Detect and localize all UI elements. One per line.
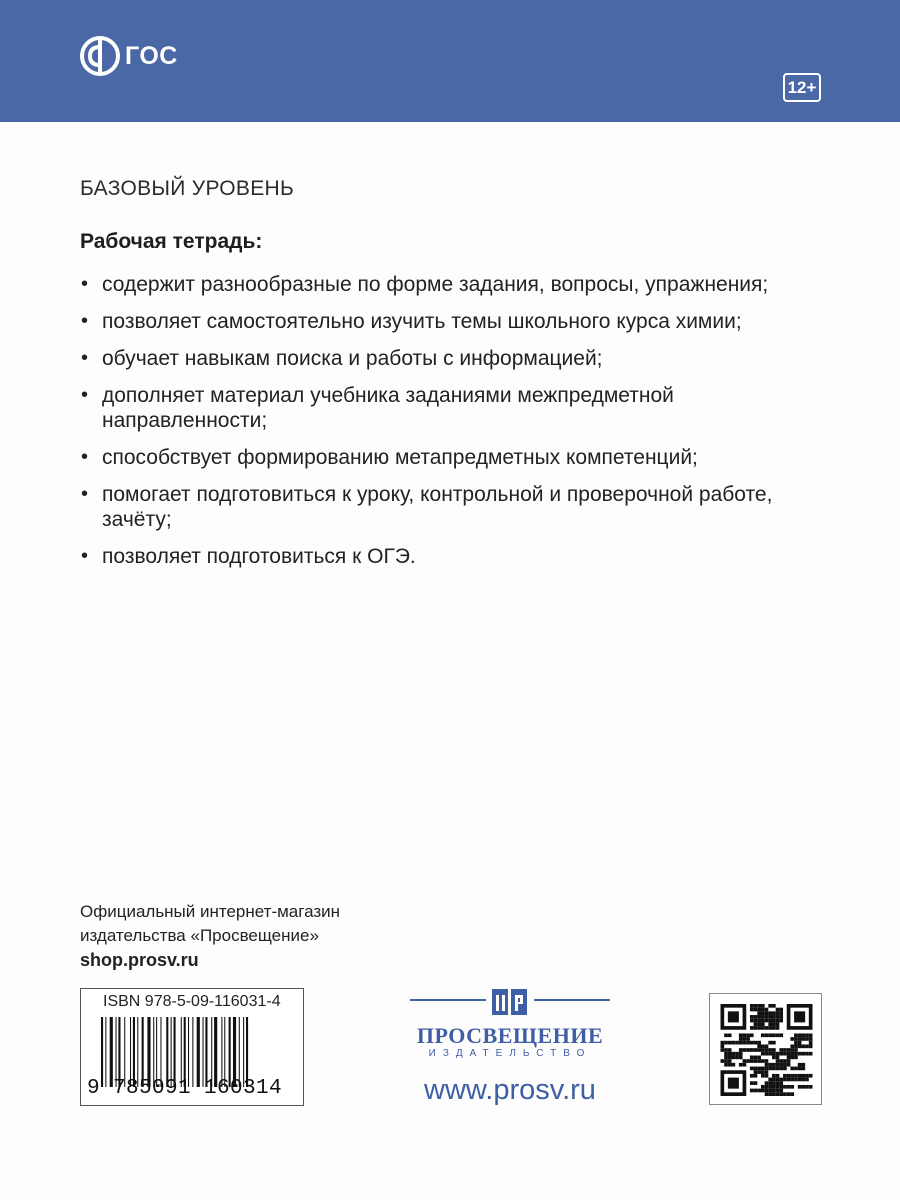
isbn-digits: 9 785091 160314 — [87, 1077, 283, 1100]
shop-url-link[interactable]: shop.prosv.ru — [80, 950, 199, 970]
logo-rule-left — [410, 999, 486, 1001]
isbn-label: ISBN 978-5-09-116031-4 — [103, 993, 281, 1010]
bullet-icon: • — [81, 347, 89, 369]
qr-code-icon[interactable] — [720, 1004, 813, 1096]
feature-item — [80, 272, 800, 297]
logo-rule-right — [534, 999, 610, 1001]
age-rating-badge: 12+ — [783, 73, 821, 102]
bullet-icon: • — [81, 384, 89, 406]
feature-text: содержит разнообразные по форме задания, вопросы, упражнения; — [102, 273, 769, 296]
feature-text: обучает навыкам поиска и работы с информацией; — [102, 347, 603, 370]
feature-text: способствует формированию метапредметных компетенций; — [102, 446, 698, 469]
feature-item — [80, 383, 800, 433]
shop-info — [80, 900, 340, 972]
bullet-icon: • — [81, 273, 89, 295]
publisher-name: ПРОСВЕЩЕНИЕ — [416, 1023, 604, 1048]
feature-item — [80, 346, 800, 371]
fgos-logo-text: ГОС — [125, 41, 178, 70]
education-level: БАЗОВЫЙ УРОВЕНЬ — [80, 177, 295, 200]
bullet-icon: • — [81, 545, 89, 567]
bullet-icon: • — [81, 483, 89, 505]
feature-text: позволяет самостоятельно изучить темы школьного курса химии; — [102, 310, 742, 333]
publisher-emblem-icon — [490, 985, 530, 1017]
feature-text: дополняет материал учебника заданиями межпредметной направленности; — [102, 384, 674, 432]
feature-text: помогает подготовиться к уроку, контрольной и проверочной работе, зачёту; — [102, 483, 773, 531]
shop-line-1: Официальный интернет-магазин — [80, 902, 341, 921]
shop-line-2: издательства «Просвещение» — [80, 926, 319, 945]
feature-item — [80, 309, 800, 334]
header-band — [0, 0, 900, 122]
publisher-subtitle: ИЗДАТЕЛЬСТВО — [428, 1048, 592, 1059]
feature-text: позволяет подготовиться к ОГЭ. — [102, 545, 416, 568]
workbook-heading: Рабочая тетрадь: — [80, 230, 263, 253]
fgos-emblem-icon — [78, 34, 122, 78]
feature-item — [80, 482, 800, 532]
isbn-barcode-box — [80, 988, 304, 1106]
feature-item — [80, 445, 800, 470]
qr-code-box — [709, 993, 822, 1105]
feature-list — [80, 272, 800, 581]
bullet-icon: • — [81, 446, 89, 468]
publisher-url-link[interactable]: www.prosv.ru — [424, 1074, 596, 1106]
fgos-logo — [78, 34, 178, 78]
bullet-icon: • — [81, 310, 89, 332]
feature-item — [80, 544, 800, 569]
